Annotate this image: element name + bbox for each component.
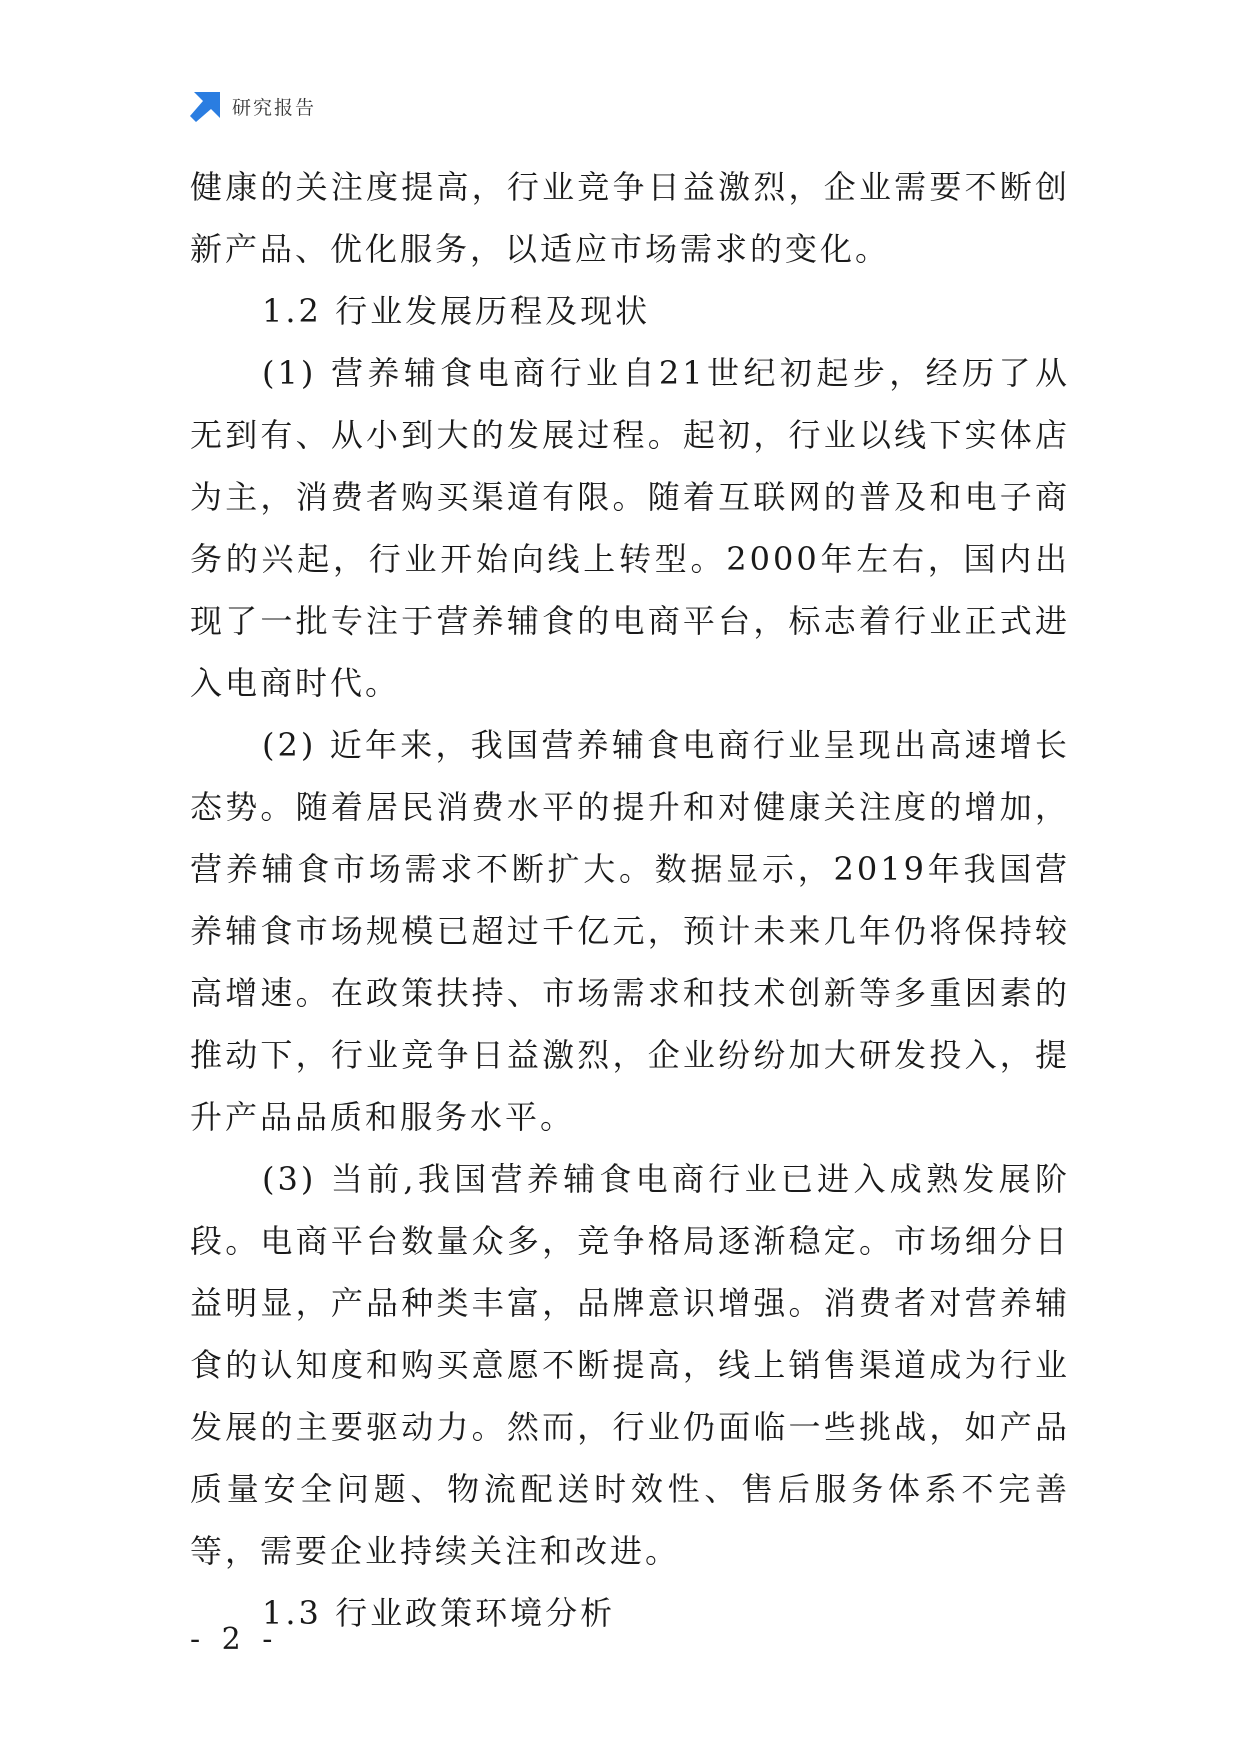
paragraph-1: (1) 营养辅食电商行业自21世纪初起步，经历了从无到有、从小到大的发展过程。起初，行业以线下实体店为主，消费者购买渠道有限。随着互联网的普及和电子商务的兴起，行业开始向线上转型。2000年左右，国内出现了一批专注于营养辅食的电商平台，标志着行业正式进入电商时代。 [190,354,1070,702]
header-title: 研究报告 [232,96,317,119]
section-heading-1-2: 1.2 行业发展历程及现状 [262,292,651,330]
document-body [190,156,1070,1644]
page-number: - 2 - [190,1622,279,1657]
section-heading-1-3: 1.3 行业政策环境分析 [262,1594,616,1632]
page-header [190,90,316,122]
paragraph-2: (2) 近年来，我国营养辅食电商行业呈现出高速增长态势。随着居民消费水平的提升和对健康关注度的增加，营养辅食市场需求不断扩大。数据显示，2019年我国营养辅食市场规模已超过千亿元，预计未来几年仍将保持较高增速。在政策扶持、市场需求和技术创新等多重因素的推动下，行业竞争日益激烈，企业纷纷加大研发投入，提升产品品质和服务水平。 [190,726,1070,1136]
arrow-logo-icon [190,90,222,122]
paragraph-continued: 健康的关注度提高，行业竞争日益激烈，企业需要不断创新产品、优化服务，以适应市场需求的变化。 [190,168,1070,268]
paragraph-3: (3) 当前,我国营养辅食电商行业已进入成熟发展阶段。电商平台数量众多，竞争格局逐渐稳定。市场细分日益明显，产品种类丰富，品牌意识增强。消费者对营养辅食的认知度和购买意愿不断提高，线上销售渠道成为行业发展的主要驱动力。然而，行业仍面临一些挑战，如产品质量安全问题、物流配送时效性、售后服务体系不完善等，需要企业持续关注和改进。 [190,1160,1070,1570]
